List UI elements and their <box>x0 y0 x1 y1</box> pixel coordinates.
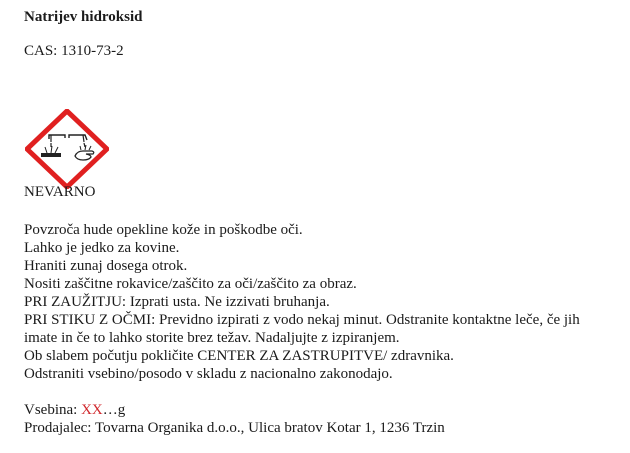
contents-line <box>24 401 445 419</box>
statement-line: PRI ZAUŽITJU: Izprati usta. Ne izzivati bruhanja. <box>24 294 330 310</box>
statement-line: Povzroča hude opekline kože in poškodbe oči. <box>24 222 303 238</box>
label-footer <box>24 401 445 437</box>
product-name: Natrijev hidroksid <box>24 9 143 25</box>
statement-line: imate in če to lahko storite brez težav. Nadaljujte z izpiranjem. <box>24 330 400 346</box>
signal-word: NEVARNO <box>24 184 96 200</box>
statement-line: Lahko je jedko za kovine. <box>24 240 180 256</box>
cas-number: CAS: 1310-73-2 <box>24 43 124 59</box>
contents-label: Vsebina: <box>24 402 82 418</box>
seller-line: Prodajalec: Tovarna Organika d.o.o., Ulica bratov Kotar 1, 1236 Trzin <box>24 420 445 436</box>
corrosion-icon <box>25 109 109 189</box>
statement-line: PRI STIKU Z OČMI: Previdno izpirati z vodo nekaj minut. Odstranite kontaktne leče, če jih <box>24 312 580 328</box>
contents-value: XX <box>81 402 103 418</box>
statement-line: Odstraniti vsebino/posodo v skladu z nacionalno zakonodajo. <box>24 366 393 382</box>
statement-line: Nositi zaščitne rokavice/zaščito za oči/zaščito za obraz. <box>24 276 357 292</box>
contents-unit: …g <box>102 402 126 418</box>
statement-line: Hraniti zunaj dosega otrok. <box>24 258 188 274</box>
statement-line: Ob slabem počutju pokličite CENTER ZA ZASTRUPITVE/ zdravnika. <box>24 348 454 364</box>
hazard-precautionary-statements <box>24 221 630 383</box>
